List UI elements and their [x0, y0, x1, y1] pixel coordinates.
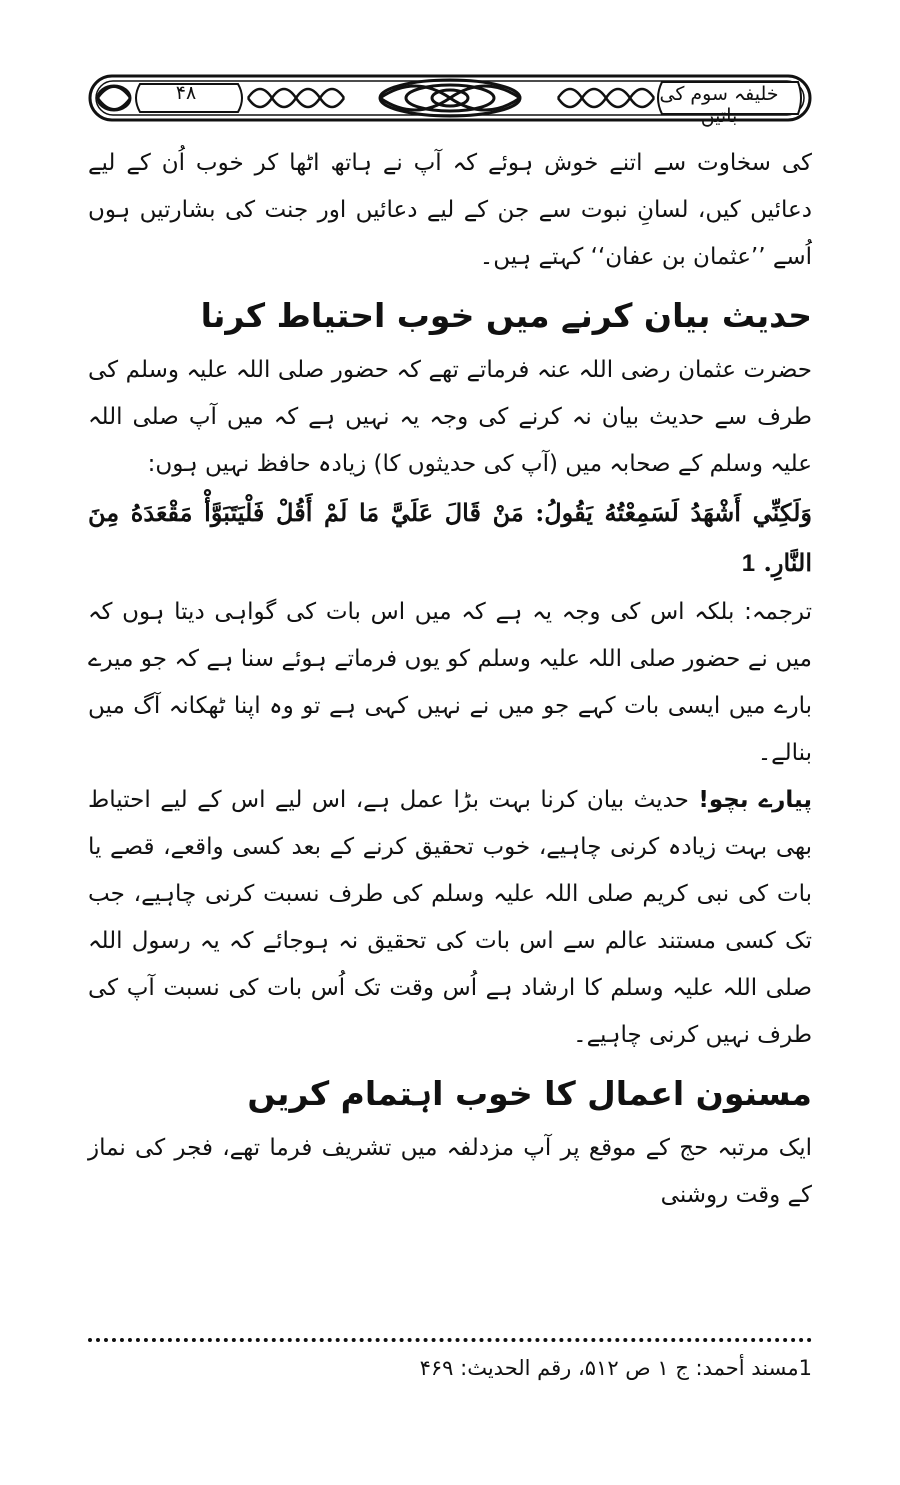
children-address-lead: پیارے بچو! [698, 787, 812, 813]
footnote: 1مسند أحمد: ج ۱ ص ۵۱۲، رقم الحديث: ۴۶۹ [419, 1356, 812, 1380]
paragraph-1: کی سخاوت سے اتنے خوش ہوئے کہ آپ نے ہاتھ اٹھا کر خوب اُن کے لیے دعائیں کیں، لسانِ نبوت سے جن کے لیے دعائیں اور جنت کی بشارتیں ہوں اُسے ’’عثمان بن عفان‘‘ کہتے ہیں۔ [88, 150, 812, 270]
running-header-title: خلیفہ سوم کی باتیں [659, 83, 779, 127]
footnote-divider [88, 1338, 812, 1342]
footnote-reference-marker: 1 [741, 550, 756, 577]
page-header [88, 72, 812, 127]
paragraph-4 [88, 777, 812, 1059]
translation-paragraph: ترجمہ: بلکہ اس کی وجہ یہ ہے کہ میں اس بات کی گواہی دیتا ہوں کہ میں نے حضور صلی اللہ علیہ وسلم کو یوں فرماتے ہوئے سنا ہے کہ جو میرے بارے میں ایسی بات کہے جو میں نے نہیں کہی ہے تو وہ اپنا ٹھکانہ آگ میں بنالے۔ [88, 599, 812, 766]
paragraph-4-text: حدیث بیان کرنا بہت بڑا عمل ہے، اس لیے اس کے لیے احتیاط بھی بہت زیادہ کرنی چاہیے، خوب تحقیق کرنے کے بعد کسی واقعے، قصے یا بات کی نبی کریم صلی اللہ علیہ وسلم کی طرف نسبت کرنی چاہیے، جب تک کسی مستند عالم سے اس بات کی تحقیق نہ ہوجائے کہ یہ رسول اللہ صلی اللہ علیہ وسلم کا ارشاد ہے اُس وقت تک اُس بات کی نسبت آپ کی طرف نہیں کرنی چاہیے۔ [88, 787, 812, 1048]
paragraph-2: حضرت عثمان رضی اللہ عنہ فرماتے تھے کہ حضور صلی اللہ علیہ وسلم کی طرف سے حدیث بیان نہ کرنے کی وجہ یہ نہیں ہے کہ میں آپ صلی اللہ علیہ وسلم کے صحابہ میں (آپ کی حدیثوں کا) زیادہ حافظ نہیں ہوں: [88, 357, 812, 477]
arabic-hadith: وَلَكِنِّي أَشْهَدُ لَسَمِعْتُهُ يَقُولُ: مَنْ قَالَ عَلَيَّ مَا لَمْ أَقُلْ فَلْيَتَبَوَّأْ مَقْعَدَهُ مِنَ النَّارِ. [88, 498, 812, 577]
arabic-hadith-text [88, 488, 812, 589]
paragraph-5: ایک مرتبہ حج کے موقع پر آپ مزدلفہ میں تشریف فرما تھے، فجر کی نماز کے وقت روشنی [88, 1135, 812, 1208]
page-number: ۴۸ [175, 82, 197, 104]
page-content [88, 140, 812, 1219]
section-heading-hadith-caution: حدیث بیان کرنے میں خوب احتیاط کرنا [200, 296, 812, 335]
section-heading-sunnah-deeds: مسنون اعمال کا خوب اہتمام کریں [247, 1074, 812, 1113]
